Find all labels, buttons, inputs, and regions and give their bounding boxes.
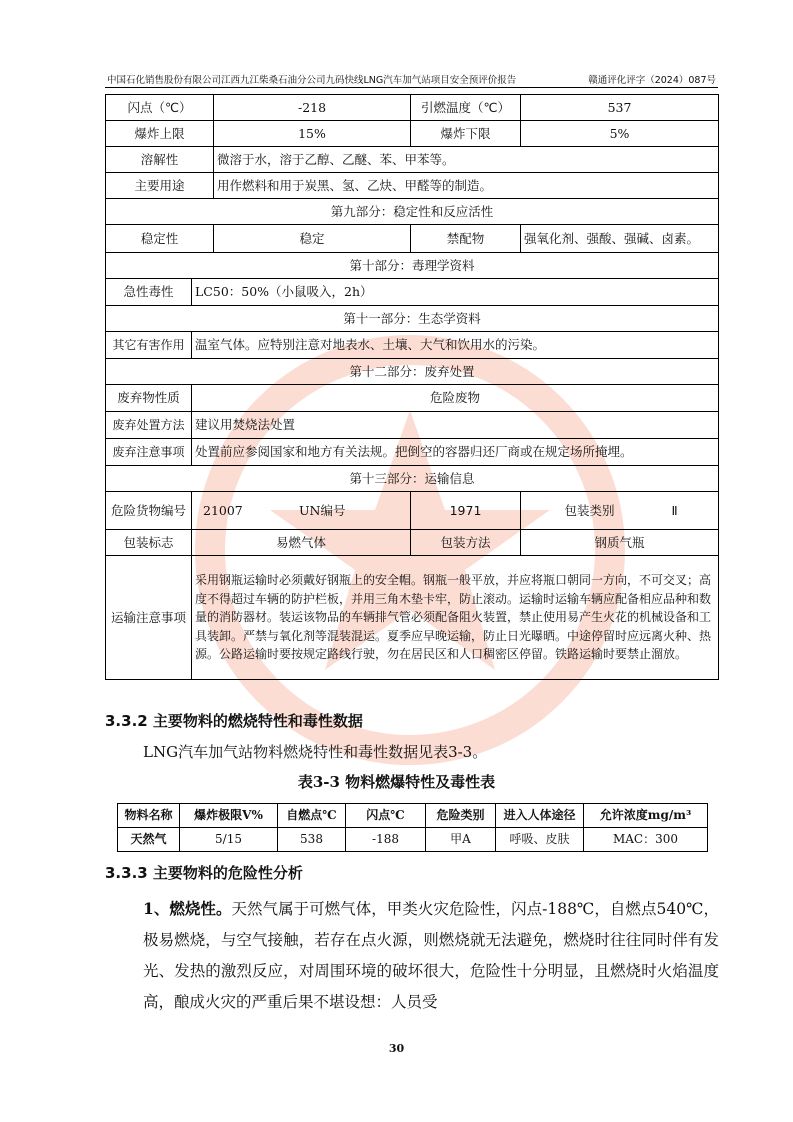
waste-nature-label: 废弃物性质 bbox=[106, 385, 192, 412]
table-cell: MAC：300 bbox=[584, 828, 708, 852]
other-effects-label: 其它有害作用 bbox=[106, 332, 192, 359]
usage-label: 主要用途 bbox=[106, 173, 214, 199]
table-header-cell: 物料名称 bbox=[118, 804, 180, 828]
packing-method-value: 钢质气瓶 bbox=[521, 530, 719, 556]
waste-nature-value: 危险废物 bbox=[192, 385, 719, 412]
table-header-cell: 爆炸极限V% bbox=[180, 804, 278, 828]
table-cell: 5/15 bbox=[180, 828, 278, 852]
table-3-3 bbox=[117, 803, 708, 852]
combustibility-lead: 1、燃烧性。 bbox=[143, 899, 232, 918]
waste-note-value: 处置前应参阅国家和地方有关法规。把倒空的容器归还厂商或在规定场所掩埋。 bbox=[192, 439, 719, 466]
section-13-title: 第十三部分：运输信息 bbox=[106, 466, 719, 492]
table-cell: 甲A bbox=[426, 828, 496, 852]
packing-category-label: 包装类别 bbox=[564, 502, 615, 518]
packing-method-label: 包装方法 bbox=[411, 530, 521, 556]
toxicity-value: LC50：50%（小鼠吸入，2h） bbox=[192, 279, 719, 306]
page-header-right: 赣通评化评字（2024）087号 bbox=[588, 75, 716, 86]
table-header-cell: 进入人体途径 bbox=[496, 804, 584, 828]
solubility-label: 溶解性 bbox=[106, 147, 214, 173]
usage-value: 用作燃料和用于炭黑、氢、乙炔、甲醛等的制造。 bbox=[214, 173, 719, 199]
upper-limit-label: 爆炸上限 bbox=[106, 121, 214, 147]
lower-limit-value: 5% bbox=[521, 121, 719, 147]
waste-method-value: 建议用焚烧法处置 bbox=[192, 412, 719, 439]
table-row bbox=[118, 828, 708, 852]
ignition-temp-label: 引燃温度（℃） bbox=[411, 95, 521, 121]
msds-table bbox=[105, 94, 719, 680]
incompatible-value: 强氧化剂、强酸、强碱、卤素。 bbox=[521, 225, 719, 253]
incompatible-label: 禁配物 bbox=[411, 225, 521, 253]
table-cell: 呼吸、皮肤 bbox=[496, 828, 584, 852]
dangerous-goods-no-value bbox=[192, 492, 411, 530]
page-header-left: 中国石化销售股份有限公司江西九江柴桑石油分公司九码快线LNG汽车加气站项目安全预评价报告 bbox=[107, 75, 517, 86]
section-12-title: 第十二部分：废弃处置 bbox=[106, 359, 719, 385]
table-3-3-header-row bbox=[118, 804, 708, 828]
transport-notes-value: 采用钢瓶运输时必须戴好钢瓶上的安全帽。钢瓶一般平放，并应将瓶口朝同一方向，不可交叉；高度不得超过车辆的防护栏板，并用三角木垫卡牢，防止滚动。运输时运输车辆应配备相应品种和数量的消防器材。装运该物品的车辆排气管必须配备阻火装置，禁止使用易产生火花的机械设备和工具装卸。严禁与氧化剂等混装混运。夏季应早晚运输，防止日光曝晒。中途停留时应远离火种、热源。公路运输时要按规定路线行驶，勿在居民区和人口稠密区停留。铁路运输时要禁止溜放。 bbox=[192, 556, 719, 680]
solubility-value: 微溶于水，溶于乙醇、乙醚、苯、甲苯等。 bbox=[214, 147, 719, 173]
stability-value: 稳定 bbox=[214, 225, 411, 253]
table-3-3-caption: 表3-3 物料燃爆特性及毒性表 bbox=[297, 773, 496, 791]
flash-point-label: 闪点（℃） bbox=[106, 95, 214, 121]
table-header-cell: 允许浓度mg/m³ bbox=[584, 804, 708, 828]
stability-label: 稳定性 bbox=[106, 225, 214, 253]
table-header-cell: 闪点℃ bbox=[346, 804, 426, 828]
section-3-3-2-paragraph: LNG汽车加气站物料燃烧特性和毒性数据见表3-3。 bbox=[143, 743, 488, 761]
table-cell: 538 bbox=[278, 828, 346, 852]
flash-point-value: -218 bbox=[214, 95, 411, 121]
other-effects-value: 温室气体。应特别注意对地表水、土壤、大气和饮用水的污染。 bbox=[192, 332, 719, 359]
packing-category-value: Ⅱ bbox=[671, 502, 678, 518]
ignition-temp-value: 537 bbox=[521, 95, 719, 121]
toxicity-label: 急性毒性 bbox=[106, 279, 192, 306]
page-number: 30 bbox=[388, 1042, 405, 1055]
dg-no-number: 21007 bbox=[203, 502, 243, 518]
table-cell: 天然气 bbox=[118, 828, 180, 852]
section-11-title: 第十一部分：生态学资料 bbox=[106, 306, 719, 332]
combustibility-text: 天然气属于可燃气体，甲类火灾危险性，闪点-188℃，自燃点540℃，极易燃烧，与空气接触，若存在点火源，则燃烧就无法避免，燃烧时往往同时伴有发光、发热的激烈反应，对周围环境的破坏很大，危险性十分明显，且燃烧时火焰温度高，酿成火灾的严重后果不堪设想：人员受 bbox=[143, 900, 719, 1011]
packing-mark-label: 包装标志 bbox=[106, 530, 192, 556]
waste-method-label: 废弃处置方法 bbox=[106, 412, 192, 439]
packing-mark-value: 易燃气体 bbox=[192, 530, 411, 556]
section-3-3-3-heading: 3.3.3 主要物料的危险性分析 bbox=[105, 864, 303, 882]
waste-note-label: 废弃注意事项 bbox=[106, 439, 192, 466]
table-cell: -188 bbox=[346, 828, 426, 852]
table-header-cell: 危险类别 bbox=[426, 804, 496, 828]
table-header-cell: 自燃点℃ bbox=[278, 804, 346, 828]
transport-notes-label: 运输注意事项 bbox=[106, 556, 192, 680]
section-3-3-3-body bbox=[105, 893, 719, 1018]
upper-limit-value: 15% bbox=[214, 121, 411, 147]
packing-category-cell bbox=[521, 492, 719, 530]
un-no-value: 1971 bbox=[449, 502, 482, 518]
un-no-label: UN编号 bbox=[299, 502, 346, 518]
lower-limit-label: 爆炸下限 bbox=[411, 121, 521, 147]
un-no-value-cell bbox=[411, 492, 521, 530]
dangerous-goods-no-label: 危险货物编号 bbox=[106, 492, 192, 530]
section-3-3-2-heading: 3.3.2 主要物料的燃烧特性和毒性数据 bbox=[105, 712, 363, 730]
section-10-title: 第十部分：毒理学资料 bbox=[106, 253, 719, 279]
header-divider bbox=[105, 87, 718, 88]
section-9-title: 第九部分：稳定性和反应活性 bbox=[106, 199, 719, 225]
